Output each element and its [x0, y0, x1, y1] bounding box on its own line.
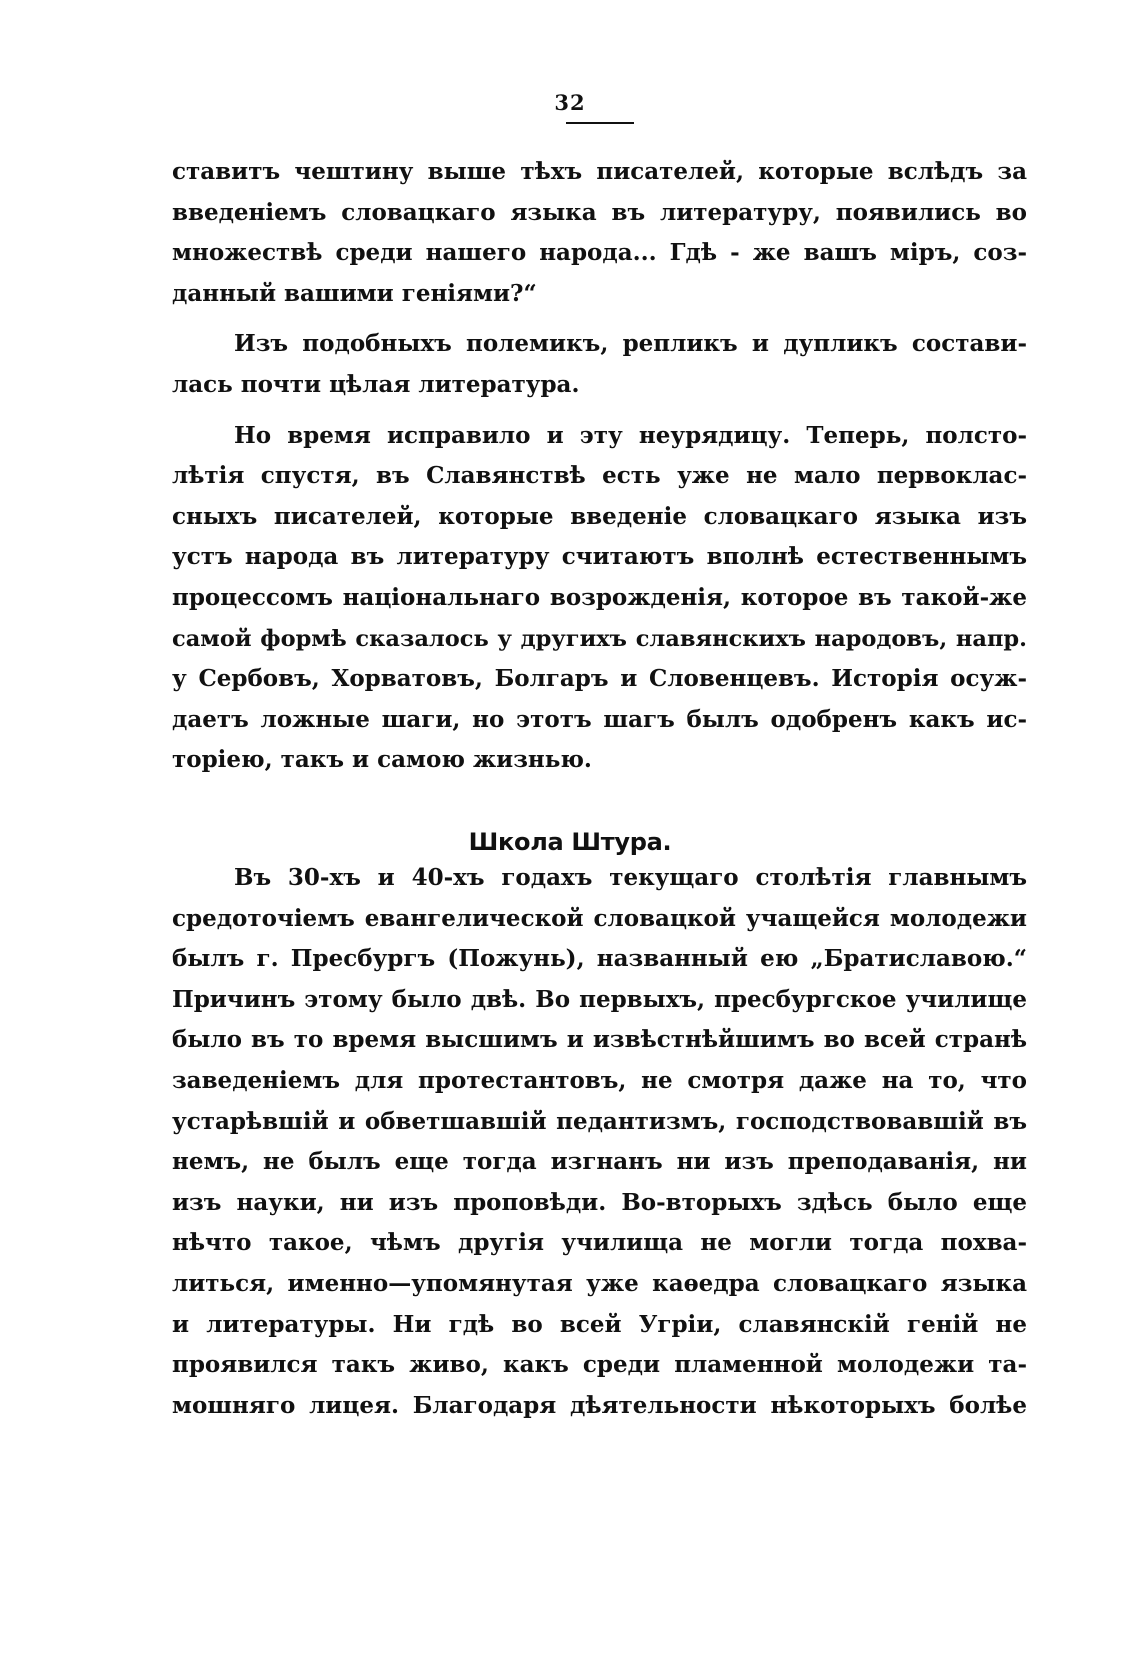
- text-line: торіею, такъ и самою жизнью.: [172, 746, 592, 774]
- text-line: Но время исправило и эту неурядицу. Теперь, полсто-: [234, 421, 1027, 449]
- text-line: мошняго лицея. Благодаря дѣятельности нѣкоторыхъ болѣе: [172, 1391, 1027, 1419]
- text-line: Въ 30-хъ и 40-хъ годахъ текущаго столѣтія главнымъ: [234, 864, 1027, 891]
- text-line: сныхъ писателей, которые введеніе словацкаго языка изъ: [172, 502, 1027, 530]
- text-line: Причинъ этому было двѣ. Во первыхъ, пресбургское училище: [172, 985, 1027, 1013]
- text-line: устарѣвшій и обветшавшій педантизмъ, господствовавшій въ: [172, 1107, 1027, 1135]
- text-line: ставитъ чештину выше тѣхъ писателей, которые вслѣдъ за: [172, 158, 1027, 185]
- text-line: изъ науки, ни изъ проповѣди. Во-вторыхъ здѣсь было еще: [172, 1188, 1027, 1216]
- text-block-top: [172, 152, 1027, 781]
- text-line: и литературы. Ни гдѣ во всей Угріи, славянскій геній не: [172, 1310, 1027, 1338]
- page-number: 32: [554, 90, 586, 115]
- page-number-rule: [566, 122, 634, 124]
- text-line: заведеніемъ для протестантовъ, не смотря даже на то, что: [172, 1066, 1027, 1094]
- text-line: былъ г. Пресбургъ (Пожунь), названный ею „Братиславою.“: [172, 945, 1027, 973]
- section-heading: Школа Штура.: [468, 828, 672, 856]
- text-line: лѣтія спустя, въ Славянствѣ есть уже не мало первоклас-: [172, 462, 1027, 490]
- text-line: данный вашими геніями?“: [172, 279, 537, 307]
- text-line: нѣчто такое, чѣмъ другія училища не могли тогда похва-: [172, 1229, 1027, 1257]
- text-line: проявился такъ живо, какъ среди пламенной молодежи та-: [172, 1351, 1027, 1379]
- text-line: Изъ подобныхъ полемикъ, репликъ и дупликъ состави-: [234, 330, 1027, 358]
- text-line: процессомъ національнаго возрожденія, которое въ такой-же: [172, 583, 1027, 611]
- text-line: устъ народа въ литературу считаютъ вполнѣ естественнымъ: [172, 543, 1027, 571]
- text-line: даетъ ложные шаги, но этотъ шагъ былъ одобренъ какъ ис-: [172, 705, 1027, 733]
- text-line: у Сербовъ, Хорватовъ, Болгаръ и Словенцевъ. Исторія осуж-: [172, 665, 1027, 693]
- text-line: средоточіемъ евангелической словацкой учащейся молодежи: [172, 904, 1027, 932]
- text-line: лась почти цѣлая литература.: [172, 370, 580, 398]
- text-line: самой формѣ сказалось у другихъ славянскихъ народовъ, напр.: [172, 625, 1027, 652]
- text-line: литься, именно—упомянутая уже каѳедра словацкаго языка: [172, 1269, 1027, 1297]
- text-line: множествѣ среди нашего народа... Гдѣ - же вашъ міръ, соз-: [172, 239, 1027, 267]
- text-block-bottom: [172, 858, 1027, 1426]
- text-line: было въ то время высшимъ и извѣстнѣйшимъ во всей странѣ: [172, 1026, 1027, 1054]
- text-line: введеніемъ словацкаго языка въ литературу, появились во: [172, 198, 1027, 226]
- text-line: немъ, не былъ еще тогда изгнанъ ни изъ преподаванія, ни: [172, 1148, 1027, 1176]
